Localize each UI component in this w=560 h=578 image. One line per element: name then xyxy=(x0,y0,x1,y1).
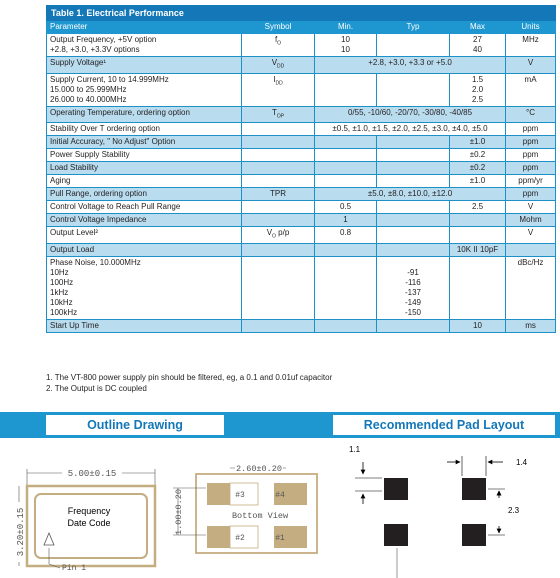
pad-layout xyxy=(349,445,528,578)
table-row xyxy=(47,136,556,149)
cell-units: ppm xyxy=(506,123,556,136)
col-header: Parameter xyxy=(47,21,242,34)
col-header: Min. xyxy=(315,21,377,34)
cell-max: ±0.2 xyxy=(450,162,506,175)
cell-symbol: $I_{DD}$ xyxy=(242,73,315,106)
table-row xyxy=(47,123,556,136)
cell-span: 0/55, -10/60, -20/70, -30/80, -40/85 xyxy=(315,106,506,123)
cell-min: 10 10 xyxy=(315,34,377,57)
cell-param: Power Supply Stability xyxy=(47,149,242,162)
cell-symbol xyxy=(242,136,315,149)
cell-units: dBc/Hz xyxy=(506,256,556,319)
col-header: Units xyxy=(506,21,556,34)
cell-typ xyxy=(377,319,450,332)
cell-max xyxy=(450,214,506,227)
col-header: Typ xyxy=(377,21,450,34)
pad-layout-bottom-right xyxy=(462,524,486,546)
table-row xyxy=(47,175,556,188)
table-row xyxy=(47,188,556,201)
bottom-height-dimension: 1.00±0.20 xyxy=(174,489,184,535)
cell-min: 0.5 xyxy=(315,201,377,214)
cell-units: V xyxy=(506,201,556,214)
cell-min xyxy=(315,149,377,162)
cell-symbol: $V_O$ p/p xyxy=(242,227,315,244)
electrical-performance-table xyxy=(46,5,556,333)
col-header: Max xyxy=(450,21,506,34)
table-row xyxy=(47,319,556,332)
cell-typ xyxy=(377,175,450,188)
cell-min: 1 xyxy=(315,214,377,227)
cell-param: Supply Current, 10 to 14.999MHz 15.000 to 25.999MHz 26.000 to 40.000MHz xyxy=(47,73,242,106)
cell-units: ppm xyxy=(506,162,556,175)
cell-typ xyxy=(377,34,450,57)
table-row xyxy=(47,106,556,123)
cell-min xyxy=(315,256,377,319)
footnotes xyxy=(46,372,332,394)
cell-units: ppm xyxy=(506,188,556,201)
cell-max: 1.5 2.0 2.5 xyxy=(450,73,506,106)
cell-symbol xyxy=(242,149,315,162)
cell-param: Initial Accuracy, " No Adjust" Option xyxy=(47,136,242,149)
cell-units: ms xyxy=(506,319,556,332)
cell-units: °C xyxy=(506,106,556,123)
cell-max: ±1.0 xyxy=(450,136,506,149)
cell-min xyxy=(315,243,377,256)
cell-units: V xyxy=(506,57,556,74)
footnote-2: 2. The Output is DC coupled xyxy=(46,384,147,393)
table-row xyxy=(47,243,556,256)
cell-units: MHz xyxy=(506,34,556,57)
cell-max: ±0.2 xyxy=(450,149,506,162)
footnote-1: 1. The VT-800 power supply pin should be filtered, eg, a 0.1 and 0.01uf capacitor xyxy=(46,373,333,382)
table-row xyxy=(47,201,556,214)
cell-param: Operating Temperature, ordering option xyxy=(47,106,242,123)
pad-2-label: #2 xyxy=(235,534,245,543)
cell-min xyxy=(315,73,377,106)
cell-param: Control Voltage to Reach Pull Range xyxy=(47,201,242,214)
cell-typ xyxy=(377,136,450,149)
cell-symbol: $T_{OP}$ xyxy=(242,106,315,123)
cell-max: 2.5 xyxy=(450,201,506,214)
table-row xyxy=(47,162,556,175)
cell-units: ppm xyxy=(506,136,556,149)
cell-param: Output Level² xyxy=(47,227,242,244)
table-row xyxy=(47,57,556,74)
cell-param: Control Voltage Impedance xyxy=(47,214,242,227)
pad-dim-1-4: 1.4 xyxy=(516,458,528,467)
cell-symbol: $f_O$ xyxy=(242,34,315,57)
cell-units: ppm xyxy=(506,149,556,162)
cell-max: 27 40 xyxy=(450,34,506,57)
cell-typ xyxy=(377,227,450,244)
cell-span: ±5.0, ±8.0, ±10.0, ±12.0 xyxy=(315,188,506,201)
cell-typ xyxy=(377,162,450,175)
pad-layout-title: Recommended Pad Layout xyxy=(333,415,555,435)
cell-min xyxy=(315,136,377,149)
cell-symbol: TPR xyxy=(242,188,315,201)
pad-3 xyxy=(207,483,230,505)
cell-max: 10K II 10pF xyxy=(450,243,506,256)
cell-typ xyxy=(377,214,450,227)
cell-symbol xyxy=(242,214,315,227)
pad-1-label: #1 xyxy=(275,534,285,543)
table-header-row xyxy=(47,21,556,34)
cell-units: mA xyxy=(506,73,556,106)
cell-param: Load Stability xyxy=(47,162,242,175)
pin1-label: Pin 1 xyxy=(62,564,87,573)
cell-max: ±1.0 xyxy=(450,175,506,188)
cell-param: Output Load xyxy=(47,243,242,256)
width-dimension: 5.00±0.15 xyxy=(67,469,117,479)
pad-layout-top-left xyxy=(384,478,408,500)
col-header: Symbol xyxy=(242,21,315,34)
table-row xyxy=(47,214,556,227)
cell-typ xyxy=(377,73,450,106)
cell-max xyxy=(450,256,506,319)
cell-span: ±0.5, ±1.0, ±1.5, ±2.0, ±2.5, ±3.0, ±4.0, ±5.0 xyxy=(315,123,506,136)
cell-param: Aging xyxy=(47,175,242,188)
cell-min: 0.8 xyxy=(315,227,377,244)
cell-param: Supply Voltage¹ xyxy=(47,57,242,74)
bottom-view-label: Bottom View xyxy=(231,511,289,521)
table-row xyxy=(47,73,556,106)
cell-symbol xyxy=(242,243,315,256)
table-row xyxy=(47,34,556,57)
bottom-width-dimension: 2.60±0.20 xyxy=(236,464,282,474)
pad-layout-bottom-left xyxy=(384,524,408,546)
cell-typ xyxy=(377,243,450,256)
height-dimension: 3.20±0.15 xyxy=(16,507,26,557)
cell-span: +2.8, +3.0, +3.3 or +5.0 xyxy=(315,57,506,74)
cell-max: 10 xyxy=(450,319,506,332)
cell-param: Stability Over T ordering option xyxy=(47,123,242,136)
cell-min xyxy=(315,175,377,188)
cell-units xyxy=(506,243,556,256)
cell-typ xyxy=(377,201,450,214)
pad-dim-1-1: 1.1 xyxy=(349,445,361,454)
outline-top-view xyxy=(13,467,155,573)
cell-param: Phase Noise, 10.000MHz 10Hz 100Hz 1kHz 10kHz 100kHz xyxy=(47,256,242,319)
cell-units: ppm/yr xyxy=(506,175,556,188)
table-row xyxy=(47,227,556,244)
cell-symbol xyxy=(242,319,315,332)
cell-typ xyxy=(377,149,450,162)
pad-2 xyxy=(207,526,230,548)
cell-symbol xyxy=(242,123,315,136)
cell-param: Start Up Time xyxy=(47,319,242,332)
cell-symbol xyxy=(242,256,315,319)
cell-param: Output Frequency, +5V option +2.8, +3.0, +3.3V options xyxy=(47,34,242,57)
table-row xyxy=(47,256,556,319)
cell-min xyxy=(315,162,377,175)
pad-4-label: #4 xyxy=(275,491,285,500)
cell-units: V xyxy=(506,227,556,244)
pad-dim-2-3: 2.3 xyxy=(508,506,520,515)
outline-bottom-view xyxy=(173,463,317,553)
cell-param: Pull Range, ordering option xyxy=(47,188,242,201)
pad-layout-top-right xyxy=(462,478,486,500)
table-title: Table 1. Electrical Performance xyxy=(47,6,556,21)
table-row xyxy=(47,149,556,162)
cell-symbol xyxy=(242,162,315,175)
date-code-label: Date Code xyxy=(67,518,111,528)
cell-min xyxy=(315,319,377,332)
drawings xyxy=(0,438,560,578)
frequency-label: Frequency xyxy=(67,506,111,516)
cell-units: Mohm xyxy=(506,214,556,227)
cell-symbol xyxy=(242,201,315,214)
pad-3-label: #3 xyxy=(235,491,245,500)
cell-symbol: $V_{DD}$ xyxy=(242,57,315,74)
cell-typ: -91 -116 -137 -149 -150 xyxy=(377,256,450,319)
cell-max xyxy=(450,227,506,244)
outline-drawing-title: Outline Drawing xyxy=(46,415,224,435)
cell-symbol xyxy=(242,175,315,188)
